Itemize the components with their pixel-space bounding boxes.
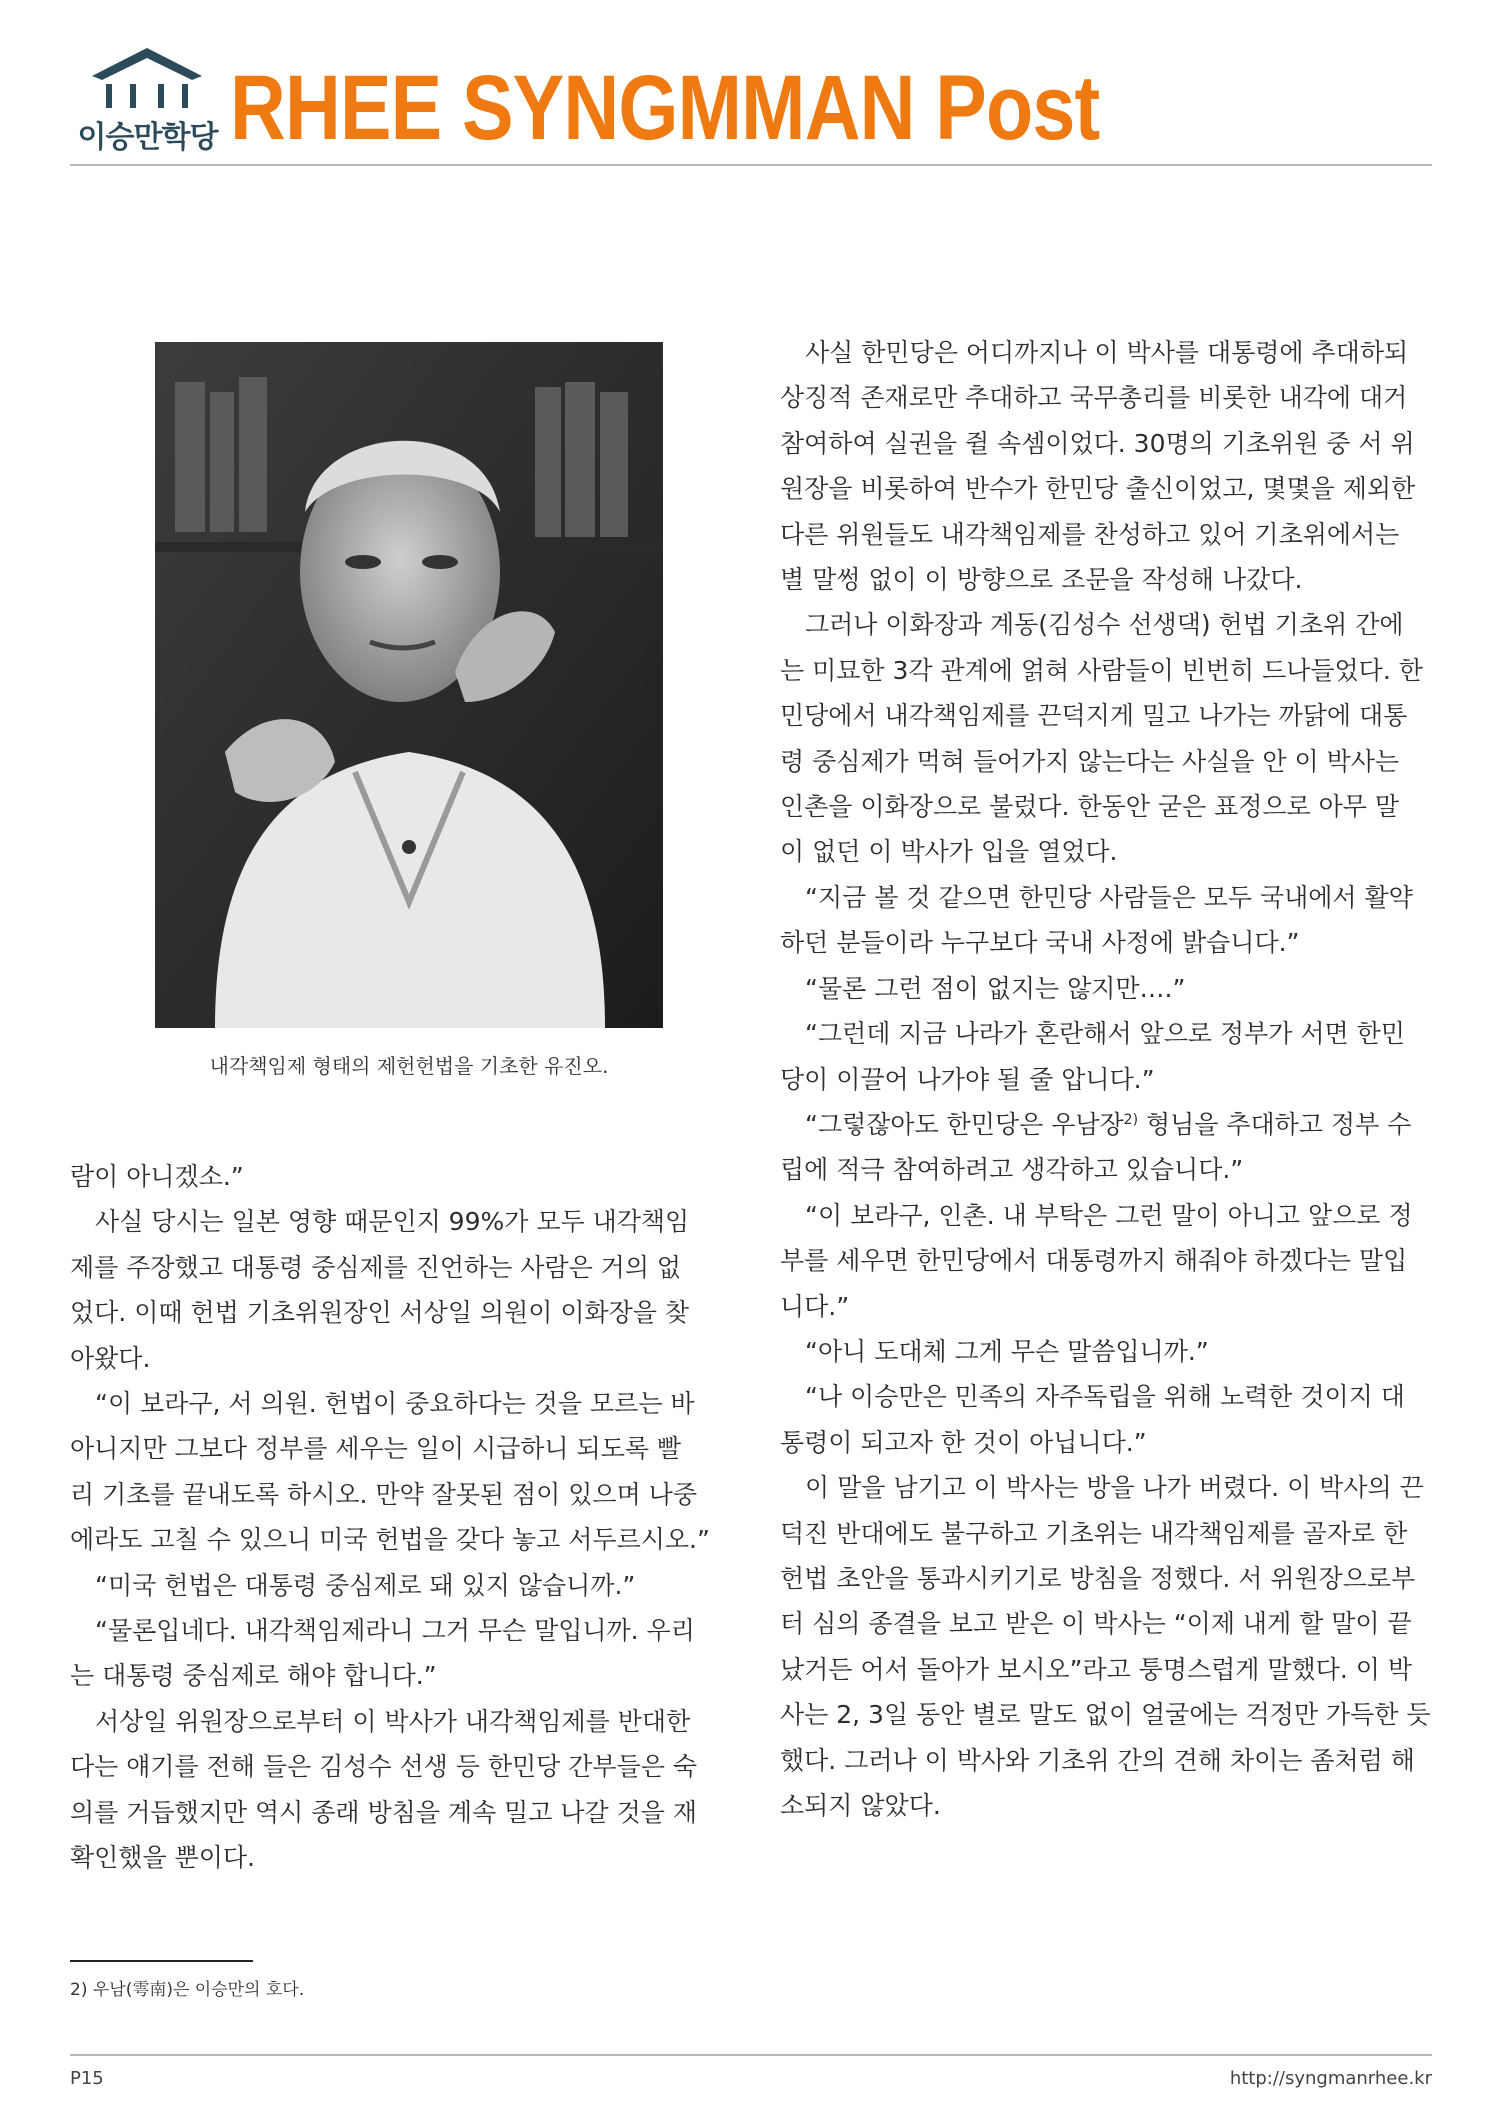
header-divider <box>70 164 1432 166</box>
footer-url: http://syngmanrhee.kr <box>1229 2068 1432 2089</box>
text-run: 사실 당시는 일본 영향 때문인지 99%가 모두 내각책임 <box>95 1207 690 1237</box>
text-run: 확인했을 뿐이다. <box>70 1843 255 1873</box>
text-line <box>70 1245 720 1290</box>
text-run: “이 보라구, 서 의원. 헌법이 중요하다는 것을 모르는 바 <box>95 1389 695 1419</box>
text-line <box>70 1381 720 1426</box>
text-line <box>70 1608 720 1653</box>
text-line <box>780 1238 1440 1283</box>
text-line <box>780 1420 1440 1465</box>
text-line <box>780 330 1440 375</box>
text-line <box>70 1472 720 1517</box>
text-run: 리 기초를 끝내도록 하시오. 만약 잘못된 점이 있으며 나중 <box>70 1479 697 1509</box>
footnote-divider <box>70 1960 253 1962</box>
text-run: 헌법 초안을 통과시키기로 방침을 정했다. 서 위원장으로부 <box>780 1563 1416 1593</box>
text-line <box>780 1193 1440 1238</box>
logo-text: 이승만학당 <box>77 120 218 155</box>
text-line <box>780 1601 1440 1646</box>
text-line <box>780 1465 1440 1510</box>
text-run: 터 심의 종결을 보고 받은 이 박사는 “이제 내게 할 말이 끝 <box>780 1609 1412 1639</box>
text-run: 서상일 위원장으로부터 이 박사가 내각책임제를 반대한 <box>95 1706 691 1736</box>
text-run: 니다.” <box>780 1291 850 1321</box>
text-run: “그렇잖아도 한민당은 우남장 <box>805 1109 1124 1139</box>
text-run: 형님을 추대하고 정부 수 <box>1138 1109 1412 1139</box>
text-run: “물론입네다. 내각책임제라니 그거 무슨 말입니까. 우리 <box>95 1616 695 1646</box>
text-line <box>780 1102 1440 1147</box>
text-run: 아왔다. <box>70 1343 151 1373</box>
text-run: 통령이 되고자 한 것이 아닙니다.” <box>780 1427 1147 1457</box>
text-run: 에라도 고칠 수 있으니 미국 헌법을 갖다 놓고 서두르시오.” <box>70 1525 710 1555</box>
text-run: “아니 도대체 그게 무슨 말씀입니까.” <box>805 1336 1209 1366</box>
text-line <box>70 1835 720 1880</box>
text-run: “이 보라구, 인촌. 내 부탁은 그런 말이 아니고 앞으로 정 <box>805 1200 1413 1230</box>
text-line <box>780 512 1440 557</box>
text-run: “그런데 지금 나라가 혼란해서 앞으로 정부가 서면 한민 <box>805 1019 1405 1049</box>
text-run: 상징적 존재로만 추대하고 국무총리를 비롯한 내각에 대거 <box>780 383 1408 413</box>
text-run: 제를 주장했고 대통령 중심제를 진언하는 사람은 거의 없 <box>70 1252 682 1282</box>
article-figure <box>155 342 663 1079</box>
text-run: 이 말을 남기고 이 박사는 방을 나가 버렸다. 이 박사의 끈 <box>805 1473 1424 1503</box>
text-run: 인촌을 이화장으로 불렀다. 한동안 굳은 표정으로 아무 말 <box>780 792 1400 822</box>
text-run: 원장을 비롯하여 반수가 한민당 출신이었고, 몇몇을 제외한 <box>780 474 1416 504</box>
text-line <box>70 1744 720 1789</box>
text-line <box>70 1154 720 1199</box>
text-line <box>780 875 1440 920</box>
portrait-photo <box>155 342 663 1028</box>
footnote: 2) 우남(雩南)은 이승만의 호다. <box>70 1980 305 2000</box>
text-line <box>780 557 1440 602</box>
text-run: 사실 한민당은 어디까지나 이 박사를 대통령에 추대하되 <box>805 338 1409 367</box>
text-line <box>780 466 1440 511</box>
text-line <box>70 1517 720 1562</box>
text-line <box>780 784 1440 829</box>
text-line <box>780 1556 1440 1601</box>
footnote-marker: 2) <box>1123 1111 1139 1128</box>
publication-title: RHEE SYNGMMAN Post <box>230 57 1100 159</box>
text-run: 다른 위원들도 내각책임제를 찬성하고 있어 기초위에서는 <box>780 519 1400 549</box>
footer-divider <box>70 2054 1432 2056</box>
text-line <box>780 739 1440 784</box>
text-line <box>780 966 1440 1011</box>
text-line <box>70 1426 720 1471</box>
text-run: 부를 세우면 한민당에서 대통령까지 해줘야 하겠다는 말입 <box>780 1246 1408 1276</box>
page-header <box>70 44 1432 164</box>
text-run: 아니지만 그보다 정부를 세우는 일이 시급하니 되도록 빨 <box>70 1434 682 1464</box>
text-line <box>780 920 1440 965</box>
text-run: 그러나 이화장과 계동(김성수 선생댁) 헌법 기초위 간에 <box>805 610 1404 640</box>
text-run: 립에 적극 참여하려고 생각하고 있습니다.” <box>780 1155 1244 1185</box>
text-run: 람이 아니겠소.” <box>70 1162 244 1191</box>
text-run: “물론 그런 점이 없지는 않지만….” <box>805 973 1186 1003</box>
text-run: 민당에서 내각책임제를 끈덕지게 밀고 나가는 까닭에 대통 <box>780 701 1408 731</box>
text-line <box>780 1329 1440 1374</box>
right-text-column <box>780 330 1440 1828</box>
text-line <box>70 1790 720 1835</box>
text-run: 했다. 그러나 이 박사와 기초위 간의 견해 차이는 좀처럼 해 <box>780 1745 1415 1775</box>
text-run: 별 말썽 없이 이 방향으로 조문을 작성해 나갔다. <box>780 565 1303 595</box>
page-number: P15 <box>70 2068 104 2089</box>
text-run: 하던 분들이라 누구보다 국내 사정에 밝습니다.” <box>780 928 1300 958</box>
house-logo-icon <box>92 48 202 114</box>
text-line <box>70 1699 720 1744</box>
text-run: “나 이승만은 민족의 자주독립을 위해 노력한 것이지 대 <box>805 1382 1405 1412</box>
text-line <box>780 648 1440 693</box>
text-line <box>70 1336 720 1381</box>
figure-caption: 내각책임제 형태의 제헌헌법을 기초한 유진오. <box>209 1054 609 1078</box>
text-run: 났거든 어서 돌아가 보시오”라고 퉁명스럽게 말했다. 이 박 <box>780 1654 1412 1684</box>
text-run: 당이 이끌어 나가야 될 줄 압니다.” <box>780 1064 1155 1094</box>
publisher-logo <box>70 44 225 156</box>
text-run: “미국 헌법은 대통령 중심제로 돼 있지 않습니까.” <box>95 1570 636 1600</box>
text-line <box>780 421 1440 466</box>
text-line <box>70 1563 720 1608</box>
text-line <box>70 1653 720 1698</box>
text-run: “지금 볼 것 같으면 한민당 사람들은 모두 국내에서 활약 <box>805 882 1413 912</box>
text-run: 는 미묘한 3각 관계에 얽혀 사람들이 빈번히 드나들었다. 한 <box>780 655 1423 685</box>
text-run: 는 대통령 중심제로 해야 합니다.” <box>70 1661 437 1691</box>
text-run: 사는 2, 3일 동안 별로 말도 없이 얼굴에는 걱정만 가득한 듯 <box>780 1700 1431 1730</box>
text-line <box>780 602 1440 647</box>
text-run: 령 중심제가 먹혀 들어가지 않는다는 사실을 안 이 박사는 <box>780 746 1400 776</box>
text-run: 이 없던 이 박사가 입을 열었다. <box>780 837 1118 867</box>
text-run: 의를 거듭했지만 역시 종래 방침을 계속 밀고 나갈 것을 재 <box>70 1797 697 1827</box>
text-line <box>780 375 1440 420</box>
text-run: 참여하여 실권을 쥘 속셈이었다. 30명의 기초위원 중 서 위 <box>780 428 1415 458</box>
text-run: 소되지 않았다. <box>780 1791 941 1820</box>
text-run: 었다. 이때 헌법 기초위원장인 서상일 의원이 이화장을 찾 <box>70 1298 690 1328</box>
text-line <box>780 1147 1440 1192</box>
text-line <box>780 1057 1440 1102</box>
left-text-column <box>70 1154 720 1881</box>
text-run: 덕진 반대에도 불구하고 기초위는 내각책임제를 골자로 한 <box>780 1518 1408 1548</box>
text-run: 다는 얘기를 전해 들은 김성수 선생 등 한민당 간부들은 숙 <box>70 1752 697 1782</box>
text-line <box>70 1290 720 1335</box>
text-line <box>780 829 1440 874</box>
text-line <box>780 1738 1440 1783</box>
text-line <box>780 1284 1440 1329</box>
text-line <box>780 1692 1440 1737</box>
text-line <box>780 1647 1440 1692</box>
text-line <box>780 1011 1440 1056</box>
text-line <box>780 1511 1440 1556</box>
text-line <box>780 1374 1440 1419</box>
text-line <box>780 1783 1440 1828</box>
text-line <box>780 693 1440 738</box>
text-line <box>70 1199 720 1244</box>
